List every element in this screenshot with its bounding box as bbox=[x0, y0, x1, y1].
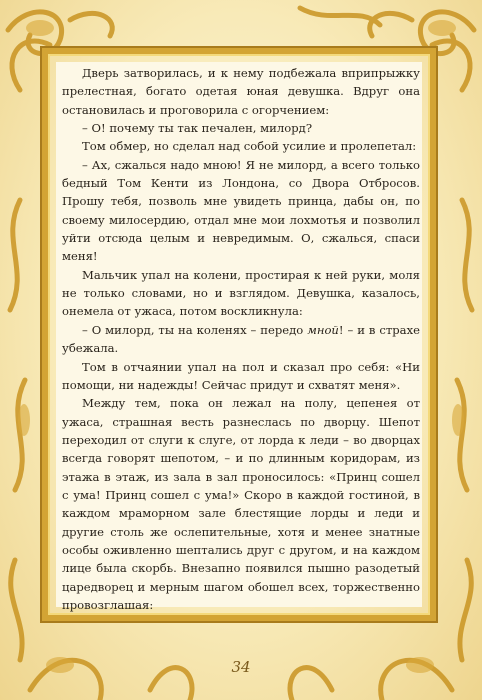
paragraph: Том в отчаянии упал на пол и сказал про себя: «Ни помощи, ни надежды! Сейчас придут и схватят меня». bbox=[62, 359, 420, 392]
paragraph: Том обмер, но сделал над собой усилие и пролепетал: bbox=[82, 139, 417, 154]
page-number: 34 bbox=[231, 658, 251, 676]
paragraph: Между тем, пока он лежал на полу, цепенея от ужаса, страшная весть разнеслась по дворцу. Шепот переходил от слуги к слуге, от лорда к леди – во дворцах всегда говорят шепотом, – и по длинным коридорам, из этажа в этаж, из зала в зал проносилось: «Принц сошел с ума! Принц сошел с ума!» Скоро в каждой гостиной, в каждом мраморном зале блестящие лорды и леди и другие столь же ослепительные, хотя и менее знатные особы оживленно шептались друг с другом, и на каждом лице была скорбь. Внезапно появился пышно разодетый царедворец и мерным шагом обошел всех, торжественно провозглашая: bbox=[62, 396, 420, 612]
paragraph bbox=[62, 321, 420, 358]
paragraph-text: ! – и в страхе убежала. bbox=[62, 322, 420, 356]
paragraph: – Ах, сжалься надо мною! Я не милорд, а всего только бедный Том Кенти из Лондона, со Двора Отбросов. Прошу тебя, позволь мне увидеть принца, дабы он, по своему милосердию, отдал мне мои лохмотья и позволил уйти отсюда целым и невредимым. О, сжалься, спаси меня! bbox=[62, 157, 420, 264]
paragraph-text: – О милорд, ты на коленях – передо bbox=[82, 322, 308, 337]
paragraph: Мальчик упал на колени, простирая к ней руки, моля не только словами, но и взглядом. Девушка, казалось, онемела от ужаса, потом воскликнула: bbox=[62, 267, 420, 319]
body-text bbox=[62, 64, 420, 614]
emphasis-text: мной bbox=[307, 322, 339, 337]
paragraph: Дверь затворилась, и к нему подбежала вприпрыжку прелестная, богато одетая юная девушка. Вдруг она остановилась и проговорила с огорчением: bbox=[62, 66, 420, 117]
paragraph: – О! почему ты так печален, милорд? bbox=[82, 121, 313, 136]
